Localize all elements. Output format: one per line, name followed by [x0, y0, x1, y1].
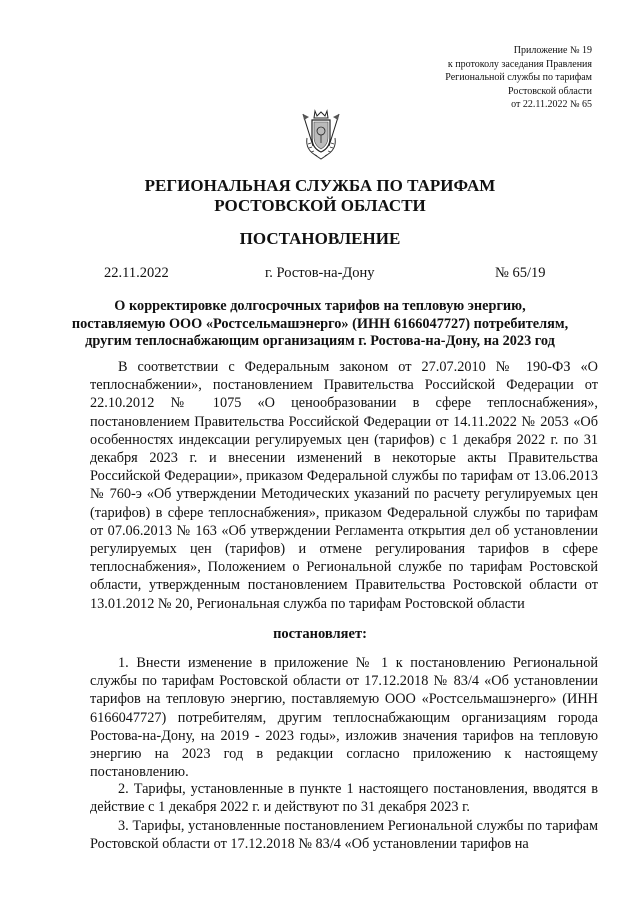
subject-line: другим теплоснабжающим организациям г. Ростова-на-Дону, на 2023 год	[85, 333, 555, 349]
clause-1: 1. Внести изменение в приложение № 1 к постановлению Региональной службы по тарифам Ростовской области от 17.12.2018 № 83/4 «Об установлении тарифов на тепловую энергию, поставляемую ООО «Ростсельмашэнерго» (ИНН 6166047727) потребителям, другим теплоснабжающим организациям города Ростова-на-Дону, на 2019 - 2023 годы», изложив значения тарифов на тепловую энергию на 2023 год в редакции согласно приложению к настоящему постановлению.	[90, 655, 598, 781]
document-number: № 65/19	[495, 265, 546, 281]
organization-title-line: РОСТОВСКОЙ ОБЛАСТИ	[214, 196, 426, 215]
appendix-line: Приложение № 19	[513, 45, 592, 56]
organization-title	[0, 176, 640, 216]
organization-title-line: РЕГИОНАЛЬНАЯ СЛУЖБА ПО ТАРИФАМ	[144, 176, 496, 195]
subject-line: О корректировке долгосрочных тарифов на тепловую энергию,	[114, 298, 526, 314]
clause-2: 2. Тарифы, установленные в пункте 1 настоящего постановления, вводятся в действие с 1 декабря 2022 г. и действуют по 31 декабря 2023 г.	[90, 781, 598, 816]
document-date: 22.11.2022	[104, 265, 169, 281]
clause-3: 3. Тарифы, установленные постановлением Региональной службы по тарифам Ростовской области от 17.12.2018 № 83/4 «Об установлении тарифов на	[90, 818, 598, 853]
document-type: ПОСТАНОВЛЕНИЕ	[239, 229, 401, 248]
appendix-line: к протоколу заседания Правления	[447, 58, 592, 70]
appendix-line: от 22.11.2022 № 65	[511, 99, 592, 110]
coat-of-arms-icon	[299, 108, 343, 160]
subject-line: поставляемую ООО «Ростсельмашэнерго» (ИНН 6166047727) потребителям,	[71, 315, 569, 332]
resolve-heading: постановляет:	[273, 626, 367, 642]
appendix-note	[445, 44, 592, 112]
appendix-line: Региональной службы по тарифам	[445, 72, 592, 83]
preamble-paragraph: В соответствии с Федеральным законом от 27.07.2010 № 190-ФЗ «О теплоснабжении», постановлением Правительства Российской Федерации от 22.10.2012 № 1075 «О ценообразовании в сфере теплоснабжения», постановлением Правительства Российской Федерации от 14.11.2022 № 2053 «Об особенностях индексации регулируемых цен (тарифов) с 1 декабря 2022 г. по 31 декабря 2023 г. и внесении изменений в некоторые акты Правительства Российской Федерации», приказом Федеральной службы по тарифам от 13.06.2013 № 760-э «Об утверждении Методических указаний по расчету регулируемых цен (тарифов) в сфере теплоснабжения», приказом Федеральной службы по тарифам от 07.06.2013 № 163 «Об утверждении Регламента открытия дел об установлении регулируемых цен (тарифов) и отмене регулирования тарифов в сфере теплоснабжения», Положением о Региональной службе по тарифам Ростовской области, утвержденным постановлением Правительства Ростовской области от 13.01.2012 № 20, Региональная служба по тарифам Ростовской области	[90, 359, 598, 612]
document-subject	[50, 298, 590, 351]
appendix-line: Ростовской области	[508, 85, 592, 97]
document-city: г. Ростов-на-Дону	[265, 265, 375, 281]
